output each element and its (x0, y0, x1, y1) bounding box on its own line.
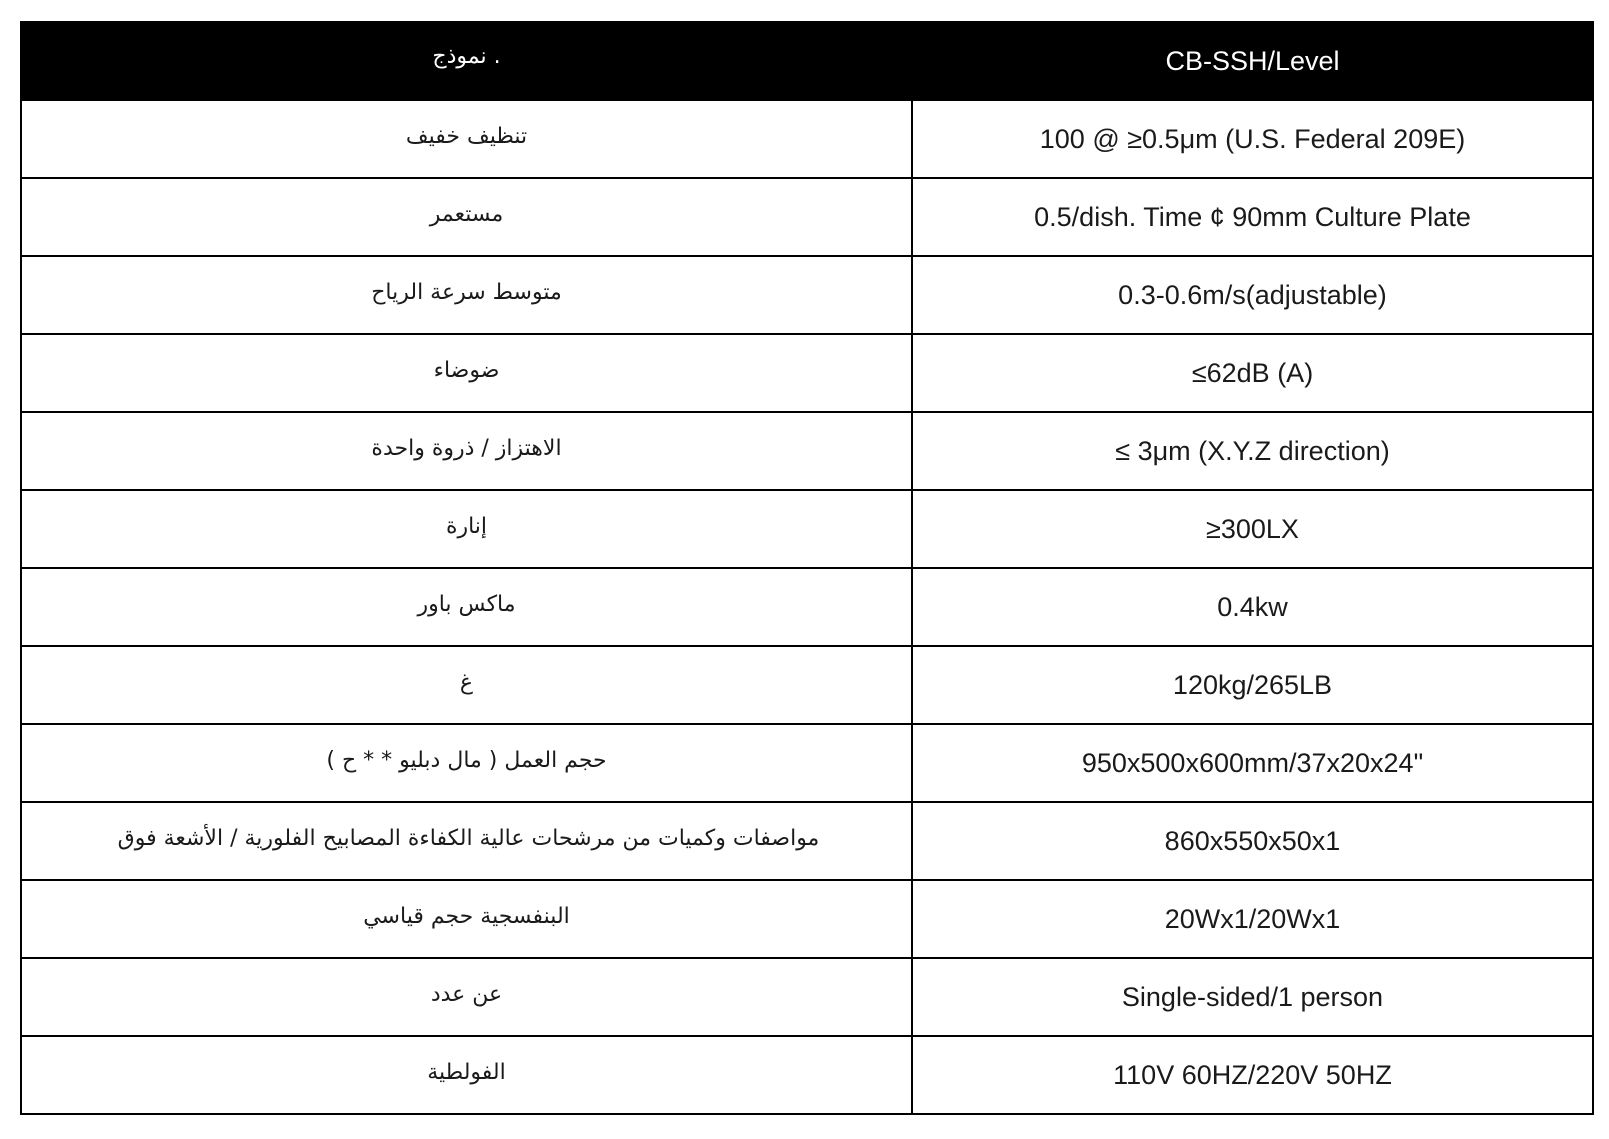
spec-label: الاهتزاز / ذروة واحدة (21, 412, 912, 490)
spec-value: 120kg/265LB (912, 646, 1593, 724)
table-row (21, 958, 1593, 1036)
spec-label: متوسط سرعة الرياح (21, 256, 912, 334)
spec-value: 950x500x600mm/37x20x24" (912, 724, 1593, 802)
spec-value: Single-sided/1 person (912, 958, 1593, 1036)
spec-label: تنظيف خفيف (21, 100, 912, 178)
spec-value: ≤ 3μm (X.Y.Z direction) (912, 412, 1593, 490)
table-row (21, 646, 1593, 724)
spec-label (21, 802, 912, 880)
table-row (21, 100, 1593, 178)
table-row (21, 802, 1593, 880)
spec-value: 0.5/dish. Time ¢ 90mm Culture Plate (912, 178, 1593, 256)
spec-label: ماكس باور (21, 568, 912, 646)
spec-table (20, 21, 1594, 1115)
spec-label: غ (21, 646, 912, 724)
header-model-cell: CB-SSH/Level (912, 22, 1593, 100)
spec-label: مستعمر (21, 178, 912, 256)
spec-value: 860x550x50x1 (912, 802, 1593, 880)
spec-label: إنارة (21, 490, 912, 568)
table-row (21, 568, 1593, 646)
table-row (21, 412, 1593, 490)
spec-label: الفولطية (21, 1036, 912, 1114)
spec-value: 0.4kw (912, 568, 1593, 646)
table-row (21, 334, 1593, 412)
table-row (21, 724, 1593, 802)
spec-label: البنفسجية حجم قياسي (21, 880, 912, 958)
table-row (21, 178, 1593, 256)
spec-label: عن عدد (21, 958, 912, 1036)
table-row (21, 256, 1593, 334)
spec-value: 0.3-0.6m/s(adjustable) (912, 256, 1593, 334)
table-row (21, 880, 1593, 958)
spec-label: ضوضاء (21, 334, 912, 412)
spec-value: ≥300LX (912, 490, 1593, 568)
spec-value: ≤62dB (A) (912, 334, 1593, 412)
spec-value: 20Wx1/20Wx1 (912, 880, 1593, 958)
spec-label: حجم العمل ( مال دبليو * * ح ) (21, 724, 912, 802)
spec-value: 110V 60HZ/220V 50HZ (912, 1036, 1593, 1114)
table-row (21, 1036, 1593, 1114)
table-row (21, 490, 1593, 568)
header-label-cell: نموذج . (21, 22, 912, 100)
spec-label-text: مواصفات وكميات من مرشحات عالية الكفاءة المصابيح الفلورية / الأشعة فوق (117, 825, 820, 851)
spec-value: 100 @ ≥0.5μm (U.S. Federal 209E) (912, 100, 1593, 178)
table-header-row (21, 22, 1593, 100)
